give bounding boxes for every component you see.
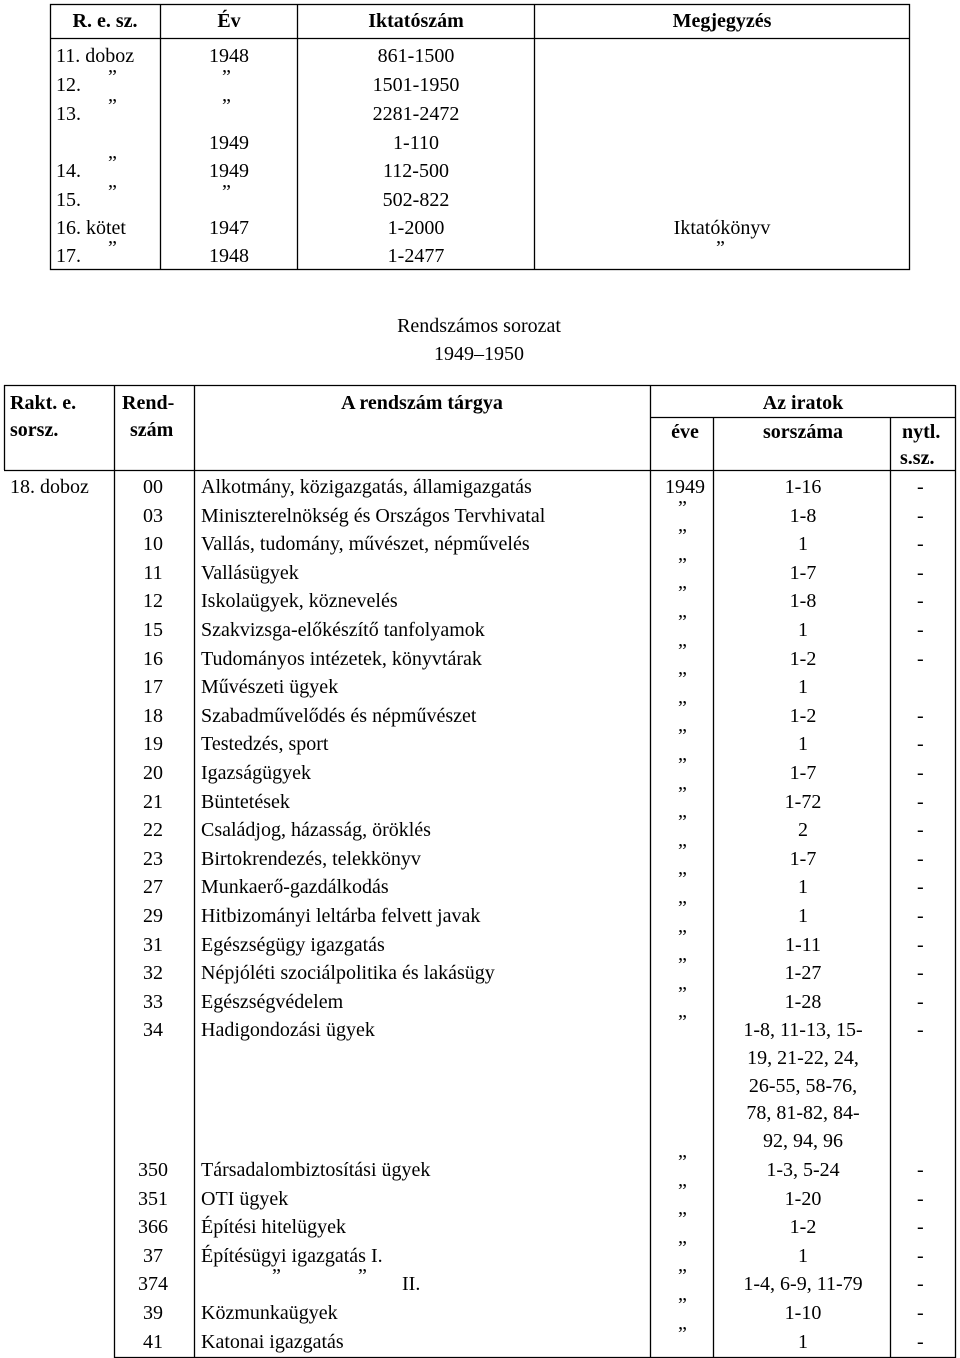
- row-nytl: -: [917, 647, 924, 670]
- row-number: 32: [143, 962, 163, 985]
- year-ditto-mark: ”: [678, 611, 687, 633]
- row-range: 1-16: [784, 476, 822, 498]
- row-number: 00: [143, 476, 163, 498]
- row-range: 1-10: [784, 1301, 822, 1324]
- t1-ditto-mark: ”: [108, 66, 117, 88]
- row-number: 27: [143, 876, 163, 899]
- row-subject: Egészségvédelem: [201, 990, 344, 1013]
- t1-cell-iktato: 1501-1950: [372, 74, 460, 96]
- row-range: 1-8: [789, 504, 817, 527]
- row-subject: Munkaerő-gazdálkodás: [201, 876, 389, 899]
- row-nytl: -: [917, 733, 924, 756]
- row-number: 37: [143, 1244, 163, 1267]
- row-number: 17: [143, 676, 163, 699]
- row-number: 21: [143, 790, 163, 813]
- row-nytl: -: [917, 590, 924, 613]
- row-nytl: -: [917, 1273, 924, 1296]
- t1-cell-megjegyzes: Iktatókönyv: [673, 217, 771, 239]
- t1-cell-ev: ”: [222, 66, 231, 88]
- row-subject: Tudományos intézetek, könyvtárak: [201, 647, 482, 670]
- year-ditto-mark: ”: [678, 954, 687, 977]
- row-subject: Alkotmány, közigazgatás, államigazgatás: [201, 476, 532, 498]
- year-ditto-mark: ”: [678, 639, 687, 662]
- row-subject: Szakvizsga-előkészítő tanfolyamok: [201, 619, 485, 641]
- t1-ditto-mark: ”: [108, 181, 117, 203]
- row-number: 20: [143, 762, 163, 784]
- row-subject: Büntetések: [201, 790, 290, 813]
- t1-cell-iktato: 2281-2472: [372, 103, 460, 125]
- row-number: 19: [143, 733, 163, 756]
- year-ditto-mark: ”: [678, 868, 687, 891]
- header-rakt-line2: sorsz.: [10, 419, 59, 441]
- row-number: 16: [143, 647, 163, 670]
- year-ditto-mark: ”: [678, 553, 687, 576]
- row-range: 1: [798, 733, 808, 756]
- t1-cell-resz: 14.: [56, 160, 81, 182]
- year-ditto-mark: ”: [678, 582, 687, 605]
- row-range: 1: [798, 905, 808, 927]
- row-number: 34: [143, 1019, 163, 1042]
- box-label: 18. doboz: [10, 476, 89, 498]
- t1-cell-ev: 1947: [209, 217, 249, 239]
- row-number: 03: [143, 504, 163, 527]
- row-subject: Iskolaügyek, köznevelés: [201, 590, 398, 613]
- t1-cell-resz: 11. doboz: [56, 45, 135, 67]
- row-nytl: -: [917, 476, 924, 498]
- year-ditto-mark: ”: [678, 754, 687, 776]
- year-ditto-mark: ”: [678, 1179, 687, 1202]
- year-ditto-mark: ”: [678, 1011, 687, 1034]
- row-nytl: -: [917, 905, 924, 927]
- row-nytl: -: [917, 1019, 924, 1042]
- row-subject: Hitbizományi leltárba felvett javak: [201, 905, 481, 927]
- row-nytl: -: [917, 704, 924, 727]
- t1-ditto-mark: ”: [108, 152, 117, 174]
- year-ditto-mark: ”: [678, 525, 687, 548]
- t1-cell-iktato: 861-1500: [377, 45, 455, 67]
- header-r-e-sz: R. e. sz.: [72, 10, 138, 32]
- row-range: 1: [798, 876, 808, 899]
- t1-cell-ev: ”: [222, 181, 231, 203]
- header-rend-line1: Rend-: [122, 392, 175, 414]
- t1-ditto-mark: ”: [108, 95, 117, 117]
- row-nytl: -: [917, 1158, 924, 1181]
- row-nytl: -: [917, 762, 924, 784]
- t1-cell-resz: 12.: [56, 74, 81, 96]
- t1-ditto-mark: ”: [108, 237, 117, 259]
- row-number: 29: [143, 905, 163, 927]
- row-nytl: -: [917, 1216, 924, 1239]
- row-subject: Miniszterelnökség és Országos Tervhivatal: [201, 504, 546, 527]
- year-ditto-mark: ”: [678, 982, 687, 1005]
- row-nytl: -: [917, 1244, 924, 1267]
- row-number: 23: [143, 847, 163, 870]
- row-range: 1-11: [785, 933, 821, 956]
- year-ditto-mark: ”: [678, 496, 687, 519]
- t1-cell-resz: 15.: [56, 189, 81, 211]
- t1-cell-resz: 16. kötet: [56, 217, 126, 239]
- row-subject: Egészségügy igazgatás: [201, 933, 385, 956]
- row-range: 1-8: [789, 590, 817, 613]
- header-rakt-line1: Rakt. e.: [10, 392, 77, 414]
- row-number: 31: [143, 933, 163, 956]
- t1-cell-ev: 1949: [209, 132, 249, 154]
- row-nytl: -: [917, 790, 924, 813]
- row-range-line: 92, 94, 96: [763, 1129, 843, 1152]
- year-ditto-mark: ”: [678, 925, 687, 948]
- t1-cell-ev: 1948: [209, 245, 249, 267]
- t1-ditto-mark: ”: [716, 237, 725, 259]
- row-nytl: -: [917, 1187, 924, 1210]
- t1-cell-iktato: 1-2477: [387, 245, 445, 267]
- header-nytl-line2: s.sz.: [900, 447, 935, 469]
- year-ditto-mark: ”: [678, 839, 687, 862]
- year-ditto-mark: ”: [678, 1322, 687, 1345]
- row-range: 1: [798, 533, 808, 556]
- row-nytl: -: [917, 933, 924, 956]
- year-ditto-mark: ”: [678, 811, 687, 834]
- row-number: 39: [143, 1301, 163, 1324]
- t1-cell-iktato: 502-822: [382, 189, 450, 211]
- t1-cell-ev: 1949: [209, 160, 249, 182]
- row-subject: Családjog, házasság, öröklés: [201, 819, 431, 842]
- year-ditto-mark: ”: [678, 1208, 687, 1231]
- row-nytl: -: [917, 619, 924, 641]
- row-range: 1-20: [784, 1187, 822, 1210]
- t1-cell-iktato: 1-110: [393, 132, 439, 154]
- row-nytl: -: [917, 533, 924, 556]
- row-subject: Katonai igazgatás: [201, 1330, 344, 1353]
- header-iktatoszam: Iktatószám: [368, 10, 464, 32]
- row-subject: Testedzés, sport: [201, 733, 329, 756]
- row-range: 1-7: [789, 847, 817, 870]
- section-years: 1949–1950: [434, 343, 524, 365]
- year-ditto-mark: ”: [678, 725, 687, 748]
- row-subject: Hadigondozási ügyek: [201, 1019, 375, 1042]
- year-ditto-mark: ”: [678, 696, 687, 719]
- header-iratok: Az iratok: [762, 392, 844, 414]
- row-nytl: -: [917, 962, 924, 985]
- header-megjegyzes: Megjegyzés: [672, 10, 772, 32]
- row-range: 1: [798, 1244, 808, 1267]
- row-range: 1-28: [784, 990, 822, 1013]
- row-range-line: 1-8, 11-13, 15-: [743, 1019, 863, 1042]
- row-range: 1-3, 5-24: [766, 1158, 840, 1181]
- row-number: 11: [143, 561, 163, 584]
- subject-ditto-mark: ”: [358, 1265, 367, 1288]
- year-ditto-mark: ”: [678, 1265, 687, 1288]
- row-number: 12: [143, 590, 163, 613]
- row-range: 1: [798, 676, 808, 699]
- row-subject: Társadalombiztosítási ügyek: [201, 1158, 431, 1181]
- row-range: 1-2: [789, 647, 817, 670]
- year-ditto-mark: ”: [678, 782, 687, 805]
- t1-cell-resz: 13.: [56, 103, 81, 125]
- row-range: 1: [798, 1330, 808, 1353]
- year-ditto-mark: ”: [678, 1150, 687, 1173]
- row-range: 1-7: [789, 762, 817, 784]
- t1-cell-ev: ”: [222, 95, 231, 117]
- row-subject: Közmunkaügyek: [201, 1301, 338, 1324]
- row-subject: Népjóléti szociálpolitika és lakásügy: [201, 962, 495, 985]
- row-subject: Igazságügyek: [201, 762, 311, 784]
- row-range: 2: [798, 819, 808, 842]
- row-number: 374: [138, 1273, 168, 1296]
- row-subject-tail: II.: [402, 1273, 421, 1296]
- row-range-line: 78, 81-82, 84-: [746, 1102, 860, 1125]
- row-nytl: -: [917, 504, 924, 527]
- row-range: 1-2: [789, 704, 817, 727]
- row-nytl: -: [917, 1330, 924, 1353]
- row-number: 10: [143, 533, 163, 556]
- year-ditto-mark: ”: [678, 668, 687, 691]
- header-eve: éve: [671, 421, 699, 443]
- row-range: 1: [798, 619, 808, 641]
- year-ditto-mark: ”: [678, 897, 687, 919]
- row-range: 1-27: [784, 962, 822, 985]
- row-number: 15: [143, 619, 163, 641]
- row-subject: Vallás, tudomány, művészet, népművelés: [201, 533, 530, 556]
- t1-cell-resz: 17.: [56, 245, 81, 267]
- row-nytl: -: [917, 819, 924, 842]
- row-number: 366: [138, 1216, 168, 1239]
- row-number: 351: [138, 1187, 168, 1210]
- row-number: 41: [143, 1330, 163, 1353]
- header-nytl-line1: nytl.: [902, 421, 941, 443]
- row-nytl: -: [917, 1301, 924, 1324]
- t1-cell-iktato: 112-500: [383, 160, 449, 182]
- row-subject: Építési hitelügyek: [201, 1216, 346, 1239]
- row-number: 18: [143, 704, 163, 727]
- row-subject: Építésügyi igazgatás I.: [201, 1244, 383, 1267]
- header-rend-line2: szám: [130, 419, 174, 441]
- row-range: 1-4, 6-9, 11-79: [743, 1273, 863, 1296]
- header-targya: A rendszám tárgya: [341, 392, 503, 414]
- row-number: 22: [143, 819, 163, 842]
- section-title: Rendszámos sorozat: [397, 315, 561, 337]
- row-range: 1-2: [789, 1216, 817, 1239]
- row-subject: OTI ügyek: [201, 1187, 289, 1210]
- row-nytl: -: [917, 990, 924, 1013]
- row-subject: Szabadművelődés és népművészet: [201, 704, 477, 727]
- subject-ditto-mark: ”: [272, 1265, 281, 1288]
- row-subject: Birtokrendezés, telekkönyv: [201, 847, 421, 870]
- row-number: 33: [143, 990, 163, 1013]
- row-nytl: -: [917, 561, 924, 584]
- row-nytl: -: [917, 876, 924, 899]
- row-range-line: 26-55, 58-76,: [748, 1074, 858, 1097]
- row-range: 1-7: [789, 561, 817, 584]
- row-range: 1-72: [784, 790, 822, 813]
- row-year: 1949: [665, 476, 705, 498]
- row-number: 350: [138, 1158, 168, 1181]
- header-ev: Év: [217, 10, 241, 32]
- row-subject: Művészeti ügyek: [201, 676, 339, 699]
- year-ditto-mark: ”: [678, 1293, 687, 1316]
- row-subject: Vallásügyek: [201, 561, 299, 584]
- row-range-line: 19, 21-22, 24,: [747, 1047, 859, 1069]
- t1-cell-iktato: 1-2000: [387, 217, 445, 239]
- row-nytl: -: [917, 847, 924, 870]
- year-ditto-mark: ”: [678, 1236, 687, 1259]
- t1-cell-ev: 1948: [209, 45, 249, 67]
- header-sorszama: sorszáma: [763, 421, 843, 443]
